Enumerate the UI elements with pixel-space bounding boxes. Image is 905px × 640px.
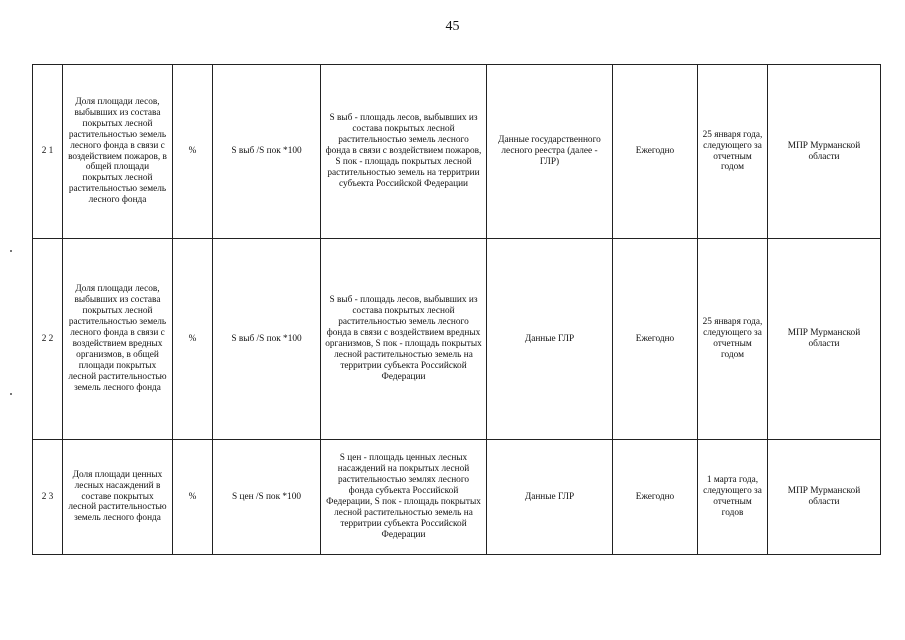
row-number: 2 2: [33, 239, 63, 440]
description: S выб - площадь лесов, выбывших из состава покрытых лесной растительностью земель лесного фонда в связи с воздействием пожаров, S пок - площадь покрытых лесной растительностью земель на территрии субъекта Российской Федерации: [321, 65, 487, 239]
unit: %: [173, 440, 213, 555]
formula: S выб /S пок *100: [213, 65, 321, 239]
responsible: МПР Мурманской области: [768, 65, 881, 239]
unit: %: [173, 239, 213, 440]
scan-mark: [10, 393, 12, 395]
indicator-name: Доля площади лесов, выбывших из состава покрытых лесной растительностью земель лесного фонда в связи с воздействием вредных организмов, в общей площади покрытых лесной растительностью земель лесного фонда: [63, 239, 173, 440]
row-number: 2 3: [33, 440, 63, 555]
row-number: 2 1: [33, 65, 63, 239]
table-row: [33, 65, 881, 239]
responsible: МПР Мурманской области: [768, 440, 881, 555]
unit: %: [173, 65, 213, 239]
formula: S выб /S пок *100: [213, 239, 321, 440]
frequency: Ежегодно: [613, 65, 698, 239]
table-row: [33, 440, 881, 555]
description: S цен - площадь ценных лесных насаждений на покрытых лесной растительностью землях лесного фонда субъекта Российской Федерации, S пок - площадь покрытых лесной растительностью земель на территрии субъекта Российской Федерации: [321, 440, 487, 555]
frequency: Ежегодно: [613, 239, 698, 440]
data-source: Данные ГЛР: [487, 440, 613, 555]
page-number: 45: [445, 19, 460, 34]
frequency: Ежегодно: [613, 440, 698, 555]
deadline: 1 марта года, следующего за отчетным годов: [698, 440, 768, 555]
indicator-name: Доля площади ценных лесных насаждений в составе покрытых лесной растительностью земель лесного фонда: [63, 440, 173, 555]
scan-mark: [10, 250, 12, 252]
data-source: Данные государственного лесного реестра (далее - ГЛР): [487, 65, 613, 239]
table-row: [33, 239, 881, 440]
formula: S цен /S пок *100: [213, 440, 321, 555]
deadline: 25 января года, следующего за отчетным годом: [698, 239, 768, 440]
indicators-table: [32, 64, 881, 555]
deadline: 25 января года, следующего за отчетным годом: [698, 65, 768, 239]
indicator-name: Доля площади лесов, выбывших из состава покрытых лесной растительностью земель лесного фонда в связи с воздействием пожаров, в общей площади покрытых лесной растительностью земель лесного фонда: [63, 65, 173, 239]
responsible: МПР Мурманской области: [768, 239, 881, 440]
description: S выб - площадь лесов, выбывших из состава покрытых лесной растительностью земель лесного фонда в связи с воздействием вредных организмов, S пок - площадь покрытых лесной растительностью земель на территрии субъекта Российской Федерации: [321, 239, 487, 440]
data-source: Данные ГЛР: [487, 239, 613, 440]
